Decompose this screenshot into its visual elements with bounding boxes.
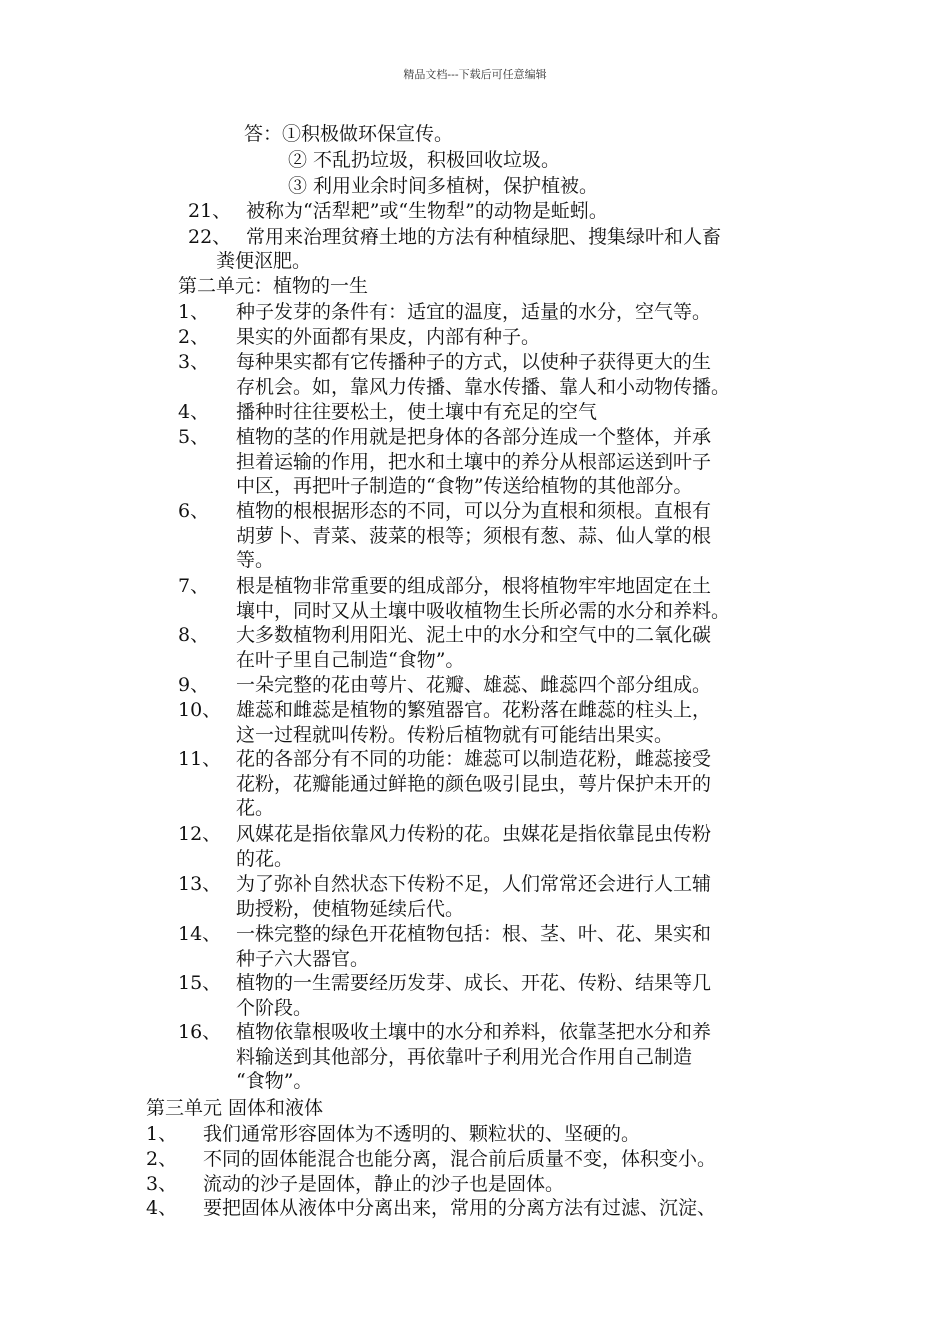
- list-item-text: 植物的根根据形态的不同，可以分为直根和须根。直根有: [236, 500, 712, 522]
- list-number: 8、: [178, 624, 210, 646]
- list-item-text: 等。: [236, 549, 275, 571]
- list-item-text: 花粉，花瓣能通过鲜艳的颜色吸引昆虫，萼片保护未开的: [236, 772, 712, 795]
- list-number: 4、: [178, 401, 210, 423]
- list-item-text: 流动的沙子是固体，静止的沙子也是固体。: [203, 1173, 565, 1195]
- list-number: 11、: [178, 748, 222, 770]
- list-number: 1、: [146, 1123, 178, 1145]
- list-number: 5、: [178, 426, 210, 448]
- list-number: 21、: [188, 200, 232, 222]
- list-number: 3、: [146, 1173, 178, 1195]
- list-item-text: 为了弥补自然状态下传粉不足，人们常常还会进行人工辅: [236, 873, 712, 895]
- list-item-text: 壤中，同时又从土壤中吸收植物生长所必需的水分和养料。: [236, 599, 731, 622]
- list-number: 1、: [178, 301, 210, 323]
- list-item-text: 这一过程就叫传粉。传粉后植物就有可能结出果实。: [236, 723, 674, 746]
- list-item-text: 花。: [236, 797, 275, 819]
- list-number: 9、: [178, 674, 210, 696]
- list-item-text: 播种时往往要松土，使土壤中有充足的空气: [236, 401, 598, 423]
- list-item-text: 植物的茎的作用就是把身体的各部分连成一个整体，并承: [236, 426, 712, 448]
- list-item-text: 常用来治理贫瘠土地的方法有种植绿肥、搜集绿叶和人畜: [246, 226, 722, 248]
- section-title-unit-2: 第二单元：植物的一生: [178, 275, 369, 297]
- list-number: 3、: [178, 351, 210, 373]
- list-number: 6、: [178, 500, 210, 522]
- list-item-text: 助授粉，使植物延续后代。: [236, 897, 465, 920]
- answer-line-1: 答：①积极做环保宣传。: [244, 123, 454, 145]
- list-number: 22、: [188, 226, 232, 248]
- list-item-text: 大多数植物利用阳光、泥土中的水分和空气中的二氧化碳: [236, 624, 712, 646]
- answer-line-2: ② 不乱扔垃圾，积极回收垃圾。: [288, 149, 561, 171]
- list-item-text: 被称为“活犁耙”或“生物犁”的动物是蚯蚓。: [246, 200, 608, 222]
- list-number: 4、: [146, 1197, 178, 1219]
- list-item-text: 根是植物非常重要的组成部分，根将植物牢牢地固定在土: [236, 575, 712, 597]
- list-number: 12、: [178, 823, 222, 845]
- list-number: 7、: [178, 575, 210, 597]
- list-item-text: 花的各部分有不同的功能：雄蕊可以制造花粉，雌蕊接受: [236, 748, 712, 770]
- list-number: 10、: [178, 699, 222, 721]
- list-item-text: 料输送到其他部分，再依靠叶子利用光合作用自己制造: [236, 1045, 693, 1068]
- list-item-continuation: 粪便沤肥。: [216, 250, 312, 272]
- list-item-text: 个阶段。: [236, 996, 313, 1019]
- list-item-text: 胡萝卜、青菜、菠菜的根等；须根有葱、蒜、仙人掌的根: [236, 524, 712, 547]
- list-number: 16、: [178, 1021, 222, 1043]
- list-number: 13、: [178, 873, 222, 895]
- list-item-text: 的花。: [236, 847, 294, 870]
- list-item-text: 要把固体从液体中分离出来，常用的分离方法有过滤、沉淀、: [203, 1197, 717, 1219]
- list-number: 2、: [146, 1148, 178, 1170]
- list-item-text: 一株完整的绿色开花植物包括：根、茎、叶、花、果实和: [236, 923, 712, 945]
- list-item-text: 每种果实都有它传播种子的方式，以使种子获得更大的生: [236, 351, 712, 373]
- list-item-text: 风媒花是指依靠风力传粉的花。虫媒花是指依靠昆虫传粉: [236, 823, 712, 845]
- list-item-text: 雄蕊和雌蕊是植物的繁殖器官。花粉落在雌蕊的柱头上，: [236, 699, 712, 721]
- list-item-text: 植物依靠根吸收土壤中的水分和养料，依靠茎把水分和养: [236, 1021, 712, 1043]
- list-item-text: 中区，再把叶子制造的“食物”传送给植物的其他部分。: [236, 475, 693, 497]
- list-item-text: 担着运输的作用，把水和土壤中的养分从根部运送到叶子: [236, 450, 712, 473]
- section-title-unit-3: 第三单元 固体和液体: [146, 1097, 324, 1119]
- answer-line-3: ③ 利用业余时间多植树，保护植被。: [288, 175, 599, 197]
- list-item-text: 一朵完整的花由萼片、花瓣、雄蕊、雌蕊四个部分组成。: [236, 674, 712, 696]
- list-item-text: 我们通常形容固体为不透明的、颗粒状的、坚硬的。: [203, 1123, 641, 1145]
- list-item-text: 植物的一生需要经历发芽、成长、开花、传粉、结果等几: [236, 972, 712, 994]
- list-number: 2、: [178, 326, 210, 348]
- list-item-text: 存机会。如，靠风力传播、靠水传播、靠人和小动物传播。: [236, 375, 731, 398]
- list-item-text: “食物”。: [236, 1070, 313, 1092]
- list-item-text: 在叶子里自己制造“食物”。: [236, 648, 465, 671]
- list-item-text: 不同的固体能混合也能分离，混合前后质量不变，体积变小。: [203, 1148, 717, 1170]
- list-item-text: 果实的外面都有果皮，内部有种子。: [236, 326, 541, 348]
- list-item-text: 种子六大器官。: [236, 947, 370, 970]
- list-number: 15、: [178, 972, 222, 994]
- page-header: 精品文档---下载后可任意编辑: [403, 68, 547, 81]
- list-item-text: 种子发芽的条件有：适宜的温度，适量的水分，空气等。: [236, 301, 712, 323]
- list-number: 14、: [178, 923, 222, 945]
